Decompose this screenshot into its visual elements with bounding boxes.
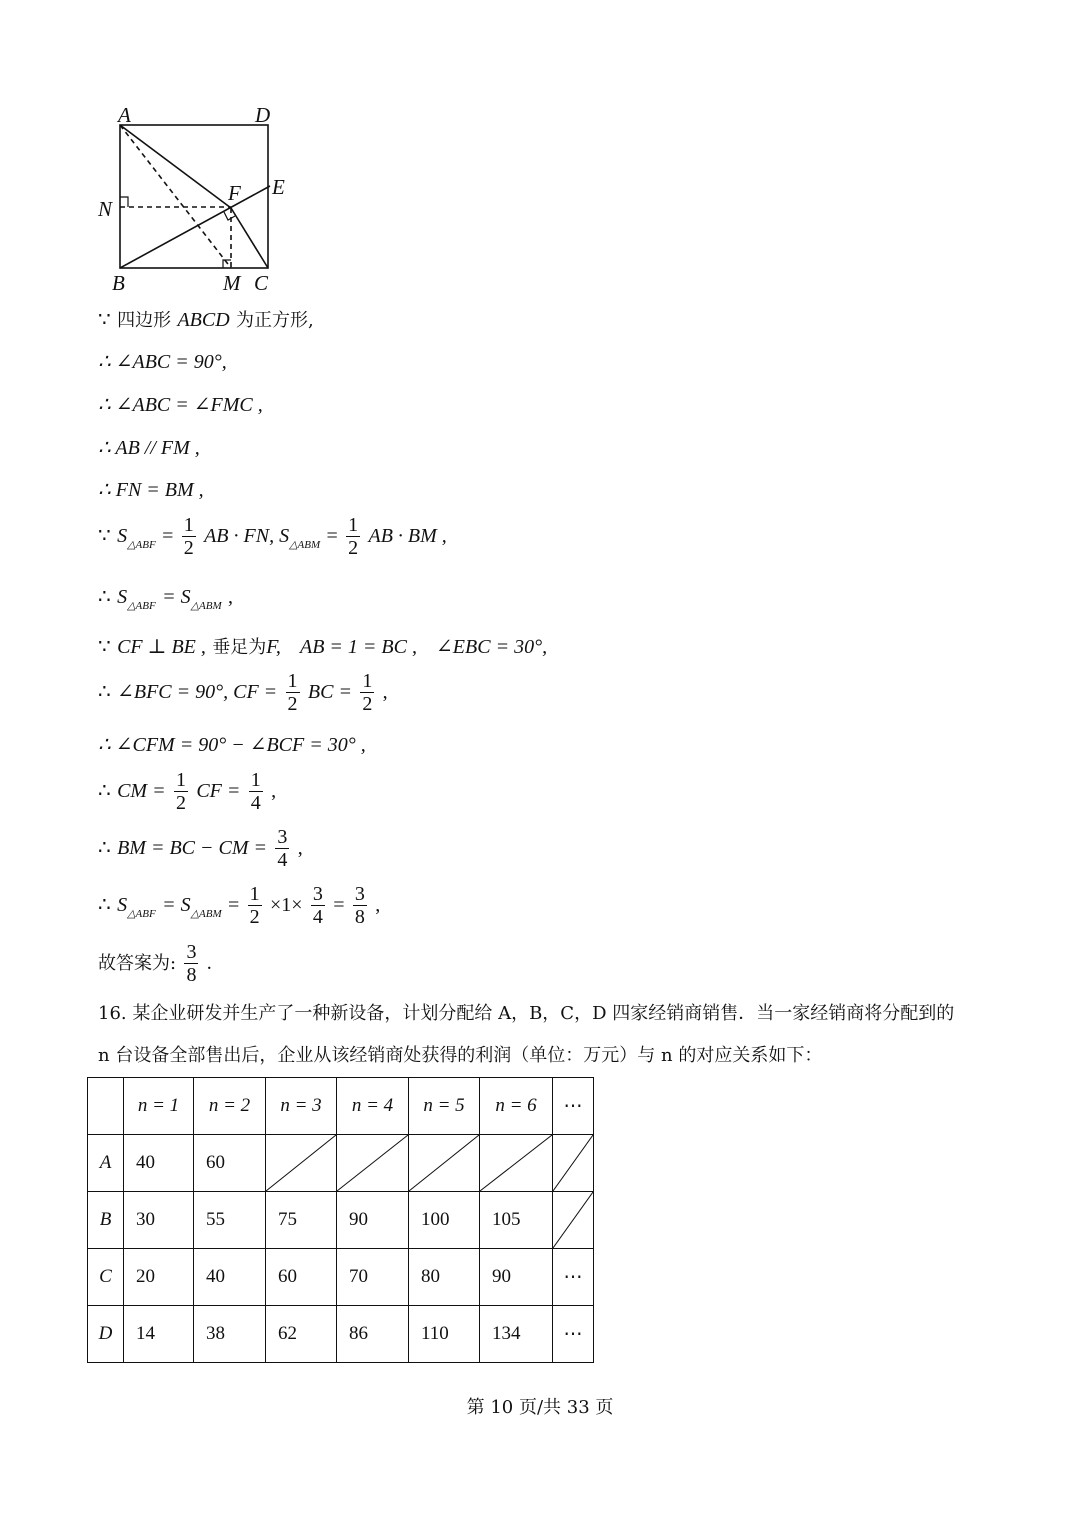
row-label: A	[88, 1135, 124, 1192]
empty-slash-cell	[266, 1135, 337, 1192]
table-cell: 86	[337, 1306, 409, 1363]
empty-slash-cell	[553, 1135, 594, 1192]
square-figure	[90, 100, 300, 295]
line-9: ∴ ∠BFC = 90°, CF = $\frac{1}{2}$ BC = $\frac{1}{2}$ ,	[98, 670, 388, 715]
table-cell: 38	[194, 1306, 266, 1363]
label-m: M	[223, 271, 241, 295]
table-cell: ⋯	[553, 1249, 594, 1306]
empty-slash-cell	[553, 1192, 594, 1249]
problem-16-line-2: n 台设备全部售出后，企业从该经销商处获得的利润（单位：万元）与 n 的对应关系如下：	[98, 1045, 823, 1066]
line-8: ∵ CF ⊥ BE , 垂足为F, AB = 1 = BC , ∠EBC = 30°,	[98, 636, 548, 658]
label-c: C	[254, 271, 269, 295]
label-f: F	[228, 181, 241, 205]
row-label: B	[88, 1192, 124, 1249]
label-n: N	[98, 197, 113, 221]
table-cell: ⋯	[553, 1306, 594, 1363]
empty-slash-cell	[409, 1135, 480, 1192]
table-cell: 14	[124, 1306, 194, 1363]
empty-slash-cell	[337, 1135, 409, 1192]
line-10: ∴ ∠CFM = 90° − ∠BCF = 30° ,	[98, 734, 366, 756]
table-cell: 40	[194, 1249, 266, 1306]
table-row	[88, 1135, 594, 1192]
line-3: ∴ ∠ABC = ∠FMC ,	[98, 394, 263, 416]
empty-slash-cell	[480, 1135, 553, 1192]
table-cell: 62	[266, 1306, 337, 1363]
line-11: ∴ CM = $\frac{1}{2}$ CF = $\frac{1}{4}$ ,	[98, 769, 277, 814]
problem-16-line-1: 16. 某企业研发并生产了一种新设备，计划分配给 A，B，C，D 四家经销商销售．当一家经销商将分配到的	[98, 1003, 955, 1024]
line-5: ∴ FN = BM ,	[98, 479, 204, 501]
table-header-cell: n = 5	[409, 1078, 480, 1135]
table-cell: 55	[194, 1192, 266, 1249]
line-4: ∴ AB // FM ,	[98, 437, 200, 459]
table-cell: 90	[337, 1192, 409, 1249]
table-header-cell: n = 6	[480, 1078, 553, 1135]
label-d: D	[255, 103, 271, 127]
page-footer: 第 10 页/共 33 页	[466, 1397, 614, 1418]
table-cell: 60	[194, 1135, 266, 1192]
table-row	[88, 1192, 594, 1249]
table-cell: 40	[124, 1135, 194, 1192]
table-header-cell: n = 4	[337, 1078, 409, 1135]
answer-line: 故答案为: $\frac{3}{8}$ .	[98, 941, 212, 986]
line-6: ∵ $S_{\triangle ABF}$ = $\frac{1}{2}$ AB · FN, $S_{\triangle ABM}$ = $\frac{1}{2}$ AB · BM ,	[98, 514, 447, 559]
table-cell: 20	[124, 1249, 194, 1306]
row-label: C	[88, 1249, 124, 1306]
row-label: D	[88, 1306, 124, 1363]
line-7: ∴ $S_{\triangle ABF} = S_{\triangle ABM}$ ,	[98, 586, 233, 612]
table-cell: 75	[266, 1192, 337, 1249]
table-cell: 80	[409, 1249, 480, 1306]
profit-table	[87, 1077, 594, 1363]
line-13: ∴ $S_{\triangle ABF} = S_{\triangle ABM}$ = $\frac{1}{2}$ ×1× $\frac{3}{4}$ = $\frac{3}{8}$ ,	[98, 883, 381, 928]
table-cell: 60	[266, 1249, 337, 1306]
table-header-cell: n = 1	[124, 1078, 194, 1135]
table-cell: 105	[480, 1192, 553, 1249]
table-header-cell: n = 2	[194, 1078, 266, 1135]
label-a: A	[118, 103, 131, 127]
table-cell: 30	[124, 1192, 194, 1249]
line-1: ∵ 四边形 ABCD 为正方形,	[98, 309, 314, 331]
table-header-cell	[88, 1078, 124, 1135]
table-cell: 90	[480, 1249, 553, 1306]
table-row	[88, 1306, 594, 1363]
line-2: ∴ ∠ABC = 90°,	[98, 351, 227, 373]
table-cell: 100	[409, 1192, 480, 1249]
table-cell: 134	[480, 1306, 553, 1363]
line-12: ∴ BM = BC − CM = $\frac{3}{4}$ ,	[98, 826, 303, 871]
label-b: B	[112, 271, 125, 295]
table-header-cell: ⋯	[553, 1078, 594, 1135]
table-header-cell: n = 3	[266, 1078, 337, 1135]
table-header-row	[88, 1078, 594, 1135]
table-cell: 110	[409, 1306, 480, 1363]
label-e: E	[272, 175, 285, 199]
table-row	[88, 1249, 594, 1306]
table-cell: 70	[337, 1249, 409, 1306]
